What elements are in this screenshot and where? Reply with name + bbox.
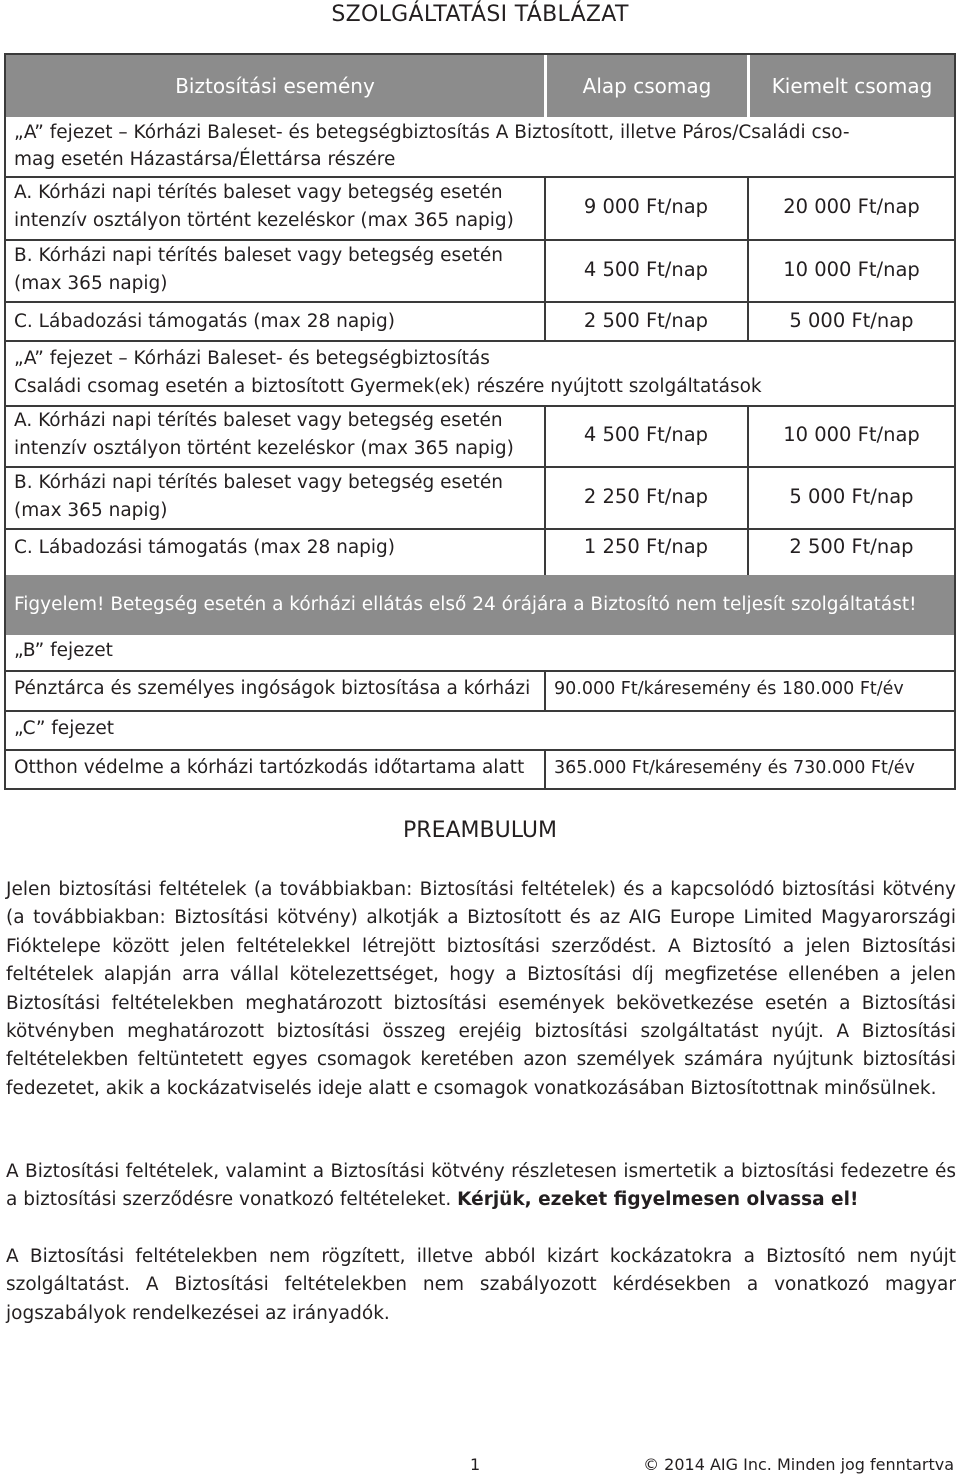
row-divider: [6, 710, 954, 712]
row-divider: [6, 466, 954, 468]
preamble-paragraph-1: Jelen biztosítási feltételek (a továbbiakban: Biztosítási feltételek) és a kapcsolódó biztosítási kötvény (a továbbiakban: Biztosítási kötvény) alkotják a Biztosított és az AIG Europe Limited Magyarországi Fióktelepe között jelen feltételekkel létrejött biztosítási szerződést. A Biztosító a jelen Biztosítási feltételek alapján arra vállal kötelezettséget, hogy a Biztosítási díj megfizetése ellenében a jelen Biztosítási feltételekben meghatározott biztosítási események bekövetkezése esetén a Biztosítási kötvényben meghatározott biztosítási összeg erejéig biztosítási szolgáltatást nyújt. A Biztosítási feltételekben feltüntetett egyes csomagok keretében azon személyek számára nyújtunk biztosítási fedezetet, akik a kockázatviselés ideje alatt e csomagok vonatkozásában Biztosítottnak minősülnek.: [6, 879, 956, 1099]
header-basic: Alap csomag: [582, 74, 712, 98]
preamble-title: PREAMBULUM: [403, 818, 557, 843]
copyright-notice: © 2014 AIG Inc. Minden jog fenntartva: [643, 1455, 954, 1474]
column-divider: [544, 405, 546, 575]
row-divider: [6, 670, 954, 672]
section2-title-line1: „A” fejezet – Kórházi Baleset- és betegségbiztosítás: [14, 348, 490, 369]
header-event: Biztosítási esemény: [175, 74, 375, 98]
column-divider: [544, 176, 546, 340]
row-premium-value: 10 000 Ft/nap: [783, 423, 920, 446]
row-divider: [6, 528, 954, 530]
section1-title-line1: „A” fejezet – Kórházi Baleset- és betegségbiztosítás A Biztosított, illetve Páros/Családi cso-: [14, 122, 850, 143]
row-basic-value: 4 500 Ft/nap: [583, 258, 709, 281]
row-label-line1: B. Kórházi napi térítés baleset vagy betegség esetén: [14, 472, 503, 493]
row-divider: [6, 239, 954, 241]
service-table: [4, 53, 956, 790]
row-divider: [6, 749, 954, 751]
paragraph-text: A Biztosítási feltételek, valamint a Biztosítási kötvény részletesen ismertetik a biztosítási fedezetre és a biztosítási szerződésre vonatkozó feltételeket.: [6, 1161, 956, 1211]
row-divider: [6, 176, 954, 178]
page-number: 1: [470, 1455, 481, 1474]
page-title: SZOLGÁLTATÁSI TÁBLÁZAT: [331, 2, 629, 27]
row-premium-value: 2 500 Ft/nap: [789, 535, 914, 558]
header-premium: Kiemelt csomag: [771, 74, 933, 98]
section1-title-line2: mag esetén Házastársa/Élettársa részére: [14, 149, 396, 170]
row-basic-value: 4 500 Ft/nap: [583, 423, 709, 446]
column-divider: [747, 176, 749, 340]
column-divider: [747, 405, 749, 575]
row-basic-value: 2 250 Ft/nap: [583, 485, 709, 508]
chapter-c-title: „C” fejezet: [14, 718, 115, 739]
row-divider: [6, 340, 954, 342]
column-divider: [544, 749, 546, 788]
chapter-b-title: „B” fejezet: [14, 640, 113, 661]
row-divider: [6, 301, 954, 303]
chapter-b-value: 90.000 Ft/káresemény és 180.000 Ft/év: [554, 679, 904, 699]
column-divider: [544, 670, 546, 710]
table-header: [6, 55, 954, 117]
row-label-line2: intenzív osztályon történt kezeléskor (max 365 napig): [14, 210, 514, 231]
chapter-b-label: Pénztárca és személyes ingóságok biztosítása a kórházi: [14, 678, 531, 699]
row-basic-value: 9 000 Ft/nap: [583, 195, 709, 218]
row-basic-value: 2 500 Ft/nap: [583, 309, 709, 332]
row-label-line2: (max 365 napig): [14, 500, 168, 521]
row-premium-value: 5 000 Ft/nap: [789, 485, 914, 508]
paragraph-emphasis: Kérjük, ezeket figyelmesen olvassa el!: [457, 1189, 859, 1211]
row-label-line2: (max 365 napig): [14, 273, 168, 294]
row-label-line1: C. Lábadozási támogatás (max 28 napig): [14, 537, 396, 558]
row-label-line1: A. Kórházi napi térítés baleset vagy betegség esetén: [14, 410, 503, 431]
chapter-c-label: Otthon védelme a kórházi tartózkodás időtartama alatt: [14, 757, 525, 778]
row-basic-value: 1 250 Ft/nap: [583, 535, 709, 558]
row-premium-value: 5 000 Ft/nap: [789, 309, 914, 332]
chapter-c-value: 365.000 Ft/káresemény és 730.000 Ft/év: [554, 758, 915, 778]
warning-banner: Figyelem! Betegség esetén a kórházi ellátás első 24 órájára a Biztosító nem teljesít szolgáltatást!: [6, 575, 954, 635]
row-premium-value: 20 000 Ft/nap: [783, 195, 920, 218]
section2-title-line2: Családi csomag esetén a biztosított Gyermek(ek) részére nyújtott szolgáltatások: [14, 376, 762, 397]
row-label-line2: intenzív osztályon történt kezeléskor (max 365 napig): [14, 438, 514, 459]
row-label-line1: B. Kórházi napi térítés baleset vagy betegség esetén: [14, 245, 503, 266]
preamble-paragraph-2: [6, 1158, 956, 1215]
row-label-line1: C. Lábadozási támogatás (max 28 napig): [14, 311, 396, 332]
row-premium-value: 10 000 Ft/nap: [783, 258, 920, 281]
preamble-paragraph-3: A Biztosítási feltételekben nem rögzített, illetve abból kizárt kockázatokra a Biztosító nem nyújt szolgáltatást. A Biztosítási feltételekben nem szabályozott kérdésekben a vonatkozó magyar jogszabályok rendelkezései az irányadók.: [6, 1246, 956, 1324]
row-label-line1: A. Kórházi napi térítés baleset vagy betegség esetén: [14, 182, 503, 203]
